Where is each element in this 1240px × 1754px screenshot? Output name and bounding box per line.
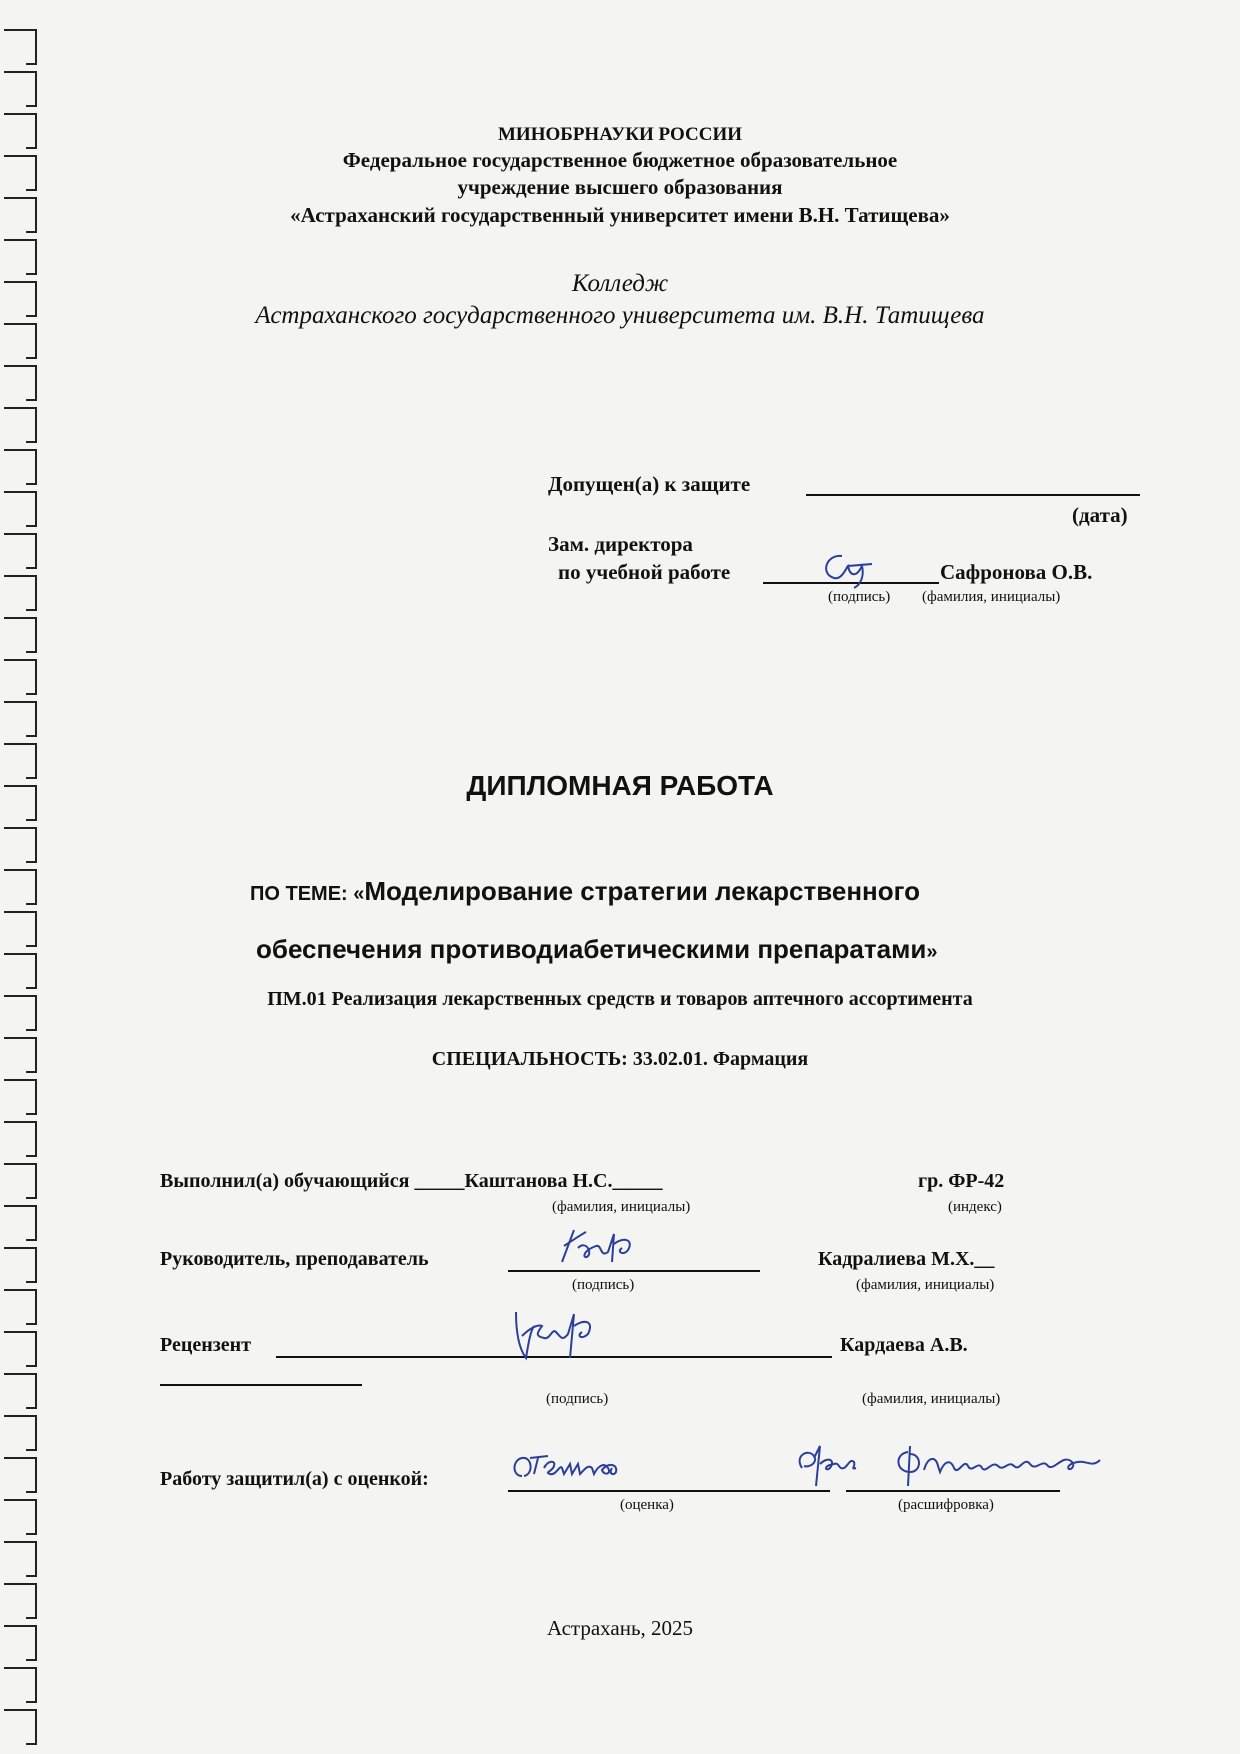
binding-hole [4,534,36,568]
topic-line-2 [256,934,937,965]
binding-hole [4,1248,36,1282]
reviewer-name-caption: (фамилия, инициалы) [862,1391,1001,1407]
binding-holes [0,0,60,1754]
binding-hole [4,1164,36,1198]
binding-hole [4,1542,36,1576]
binding-hole [4,492,36,526]
grade-handwritten [508,1446,668,1488]
grade-caption: (оценка) [620,1497,674,1513]
institution-type: Федеральное государственное бюджетное образовательное [342,148,898,172]
deputy-label: Зам. директора [548,532,693,556]
binding-hole [4,408,36,442]
student-name: Каштанова Н.С. [464,1170,613,1192]
binding-hole [4,660,36,694]
binding-hole [4,1122,36,1156]
grade-line [508,1490,830,1492]
specialty: СПЕЦИАЛЬНОСТЬ: 33.02.01. Фармация [431,1048,809,1070]
topic-title-part1: Моделирование стратегии лекарственного [364,876,920,906]
student-label: Выполнил(а) обучающийся _____Каштанова Н.С._____ [160,1170,663,1192]
group-caption: (индекс) [948,1199,1002,1215]
reviewer-signature-caption: (подпись) [546,1391,609,1407]
supervisor-signature-caption: (подпись) [572,1277,635,1293]
college-subtitle: Астраханского государственного университета им. В.Н. Татищева [255,302,985,329]
reviewer-label: Рецензент [160,1334,252,1356]
binding-hole [4,828,36,862]
binding-hole [4,576,36,610]
binding-hole [4,1416,36,1450]
professional-module: ПМ.01 Реализация лекарственных средств и товаров аптечного ассортимента [267,988,973,1010]
binding-hole [4,366,36,400]
binding-hole [4,1290,36,1324]
supervisor-label: Руководитель, преподаватель [160,1248,429,1270]
supervisor-name: Кадралиева М.Х.__ [818,1248,995,1270]
reviewer-name: Кардаева А.В. [840,1334,968,1356]
supervisor-signature-line [508,1270,760,1272]
binding-hole [4,1374,36,1408]
reviewer-signature [508,1306,618,1366]
binding-hole [4,1710,36,1744]
deputy-name-caption: (фамилия, инициалы) [922,589,1061,605]
defense-label: Работу защитил(а) с оценкой: [160,1468,429,1490]
supervisor-signature [552,1224,662,1270]
binding-hole [4,72,36,106]
ministry-name: МИНОБРНАУКИ РОССИИ [497,124,743,145]
binding-hole [4,1080,36,1114]
university-name: «Астраханский государственный университет имени В.Н. Татищева» [290,203,950,227]
binding-hole [4,870,36,904]
academic-label: по учебной работе [558,560,731,584]
city-year: Астрахань, 2025 [546,1616,694,1640]
decoding-caption: (расшифровка) [898,1497,994,1513]
college-title: Колледж [571,270,669,297]
topic-prefix: ПО ТЕМЕ: « [250,883,365,905]
binding-hole [4,1668,36,1702]
binding-hole [4,912,36,946]
binding-hole [4,240,36,274]
defense-signature [790,1438,880,1494]
topic-title-part2: обеспечения противодиабетическими препаратами [256,934,927,964]
binding-hole [4,1584,36,1618]
binding-hole [4,702,36,736]
binding-hole [4,30,36,64]
date-caption: (дата) [1072,503,1128,527]
student-blank-after: _____ [612,1170,663,1192]
institution-level: учреждение высшего образования [457,175,783,199]
deputy-signature-caption: (подпись) [828,589,891,605]
binding-hole [4,954,36,988]
deputy-signature [812,548,882,590]
document-type: ДИПЛОМНАЯ РАБОТА [466,770,774,801]
student-blank-before: _____ [414,1170,465,1192]
student-name-caption: (фамилия, инициалы) [552,1199,691,1215]
decoding-handwritten [888,1438,1118,1494]
admitted-date-line [806,494,1140,496]
binding-hole [4,450,36,484]
binding-hole [4,1206,36,1240]
student-group: гр. ФР-42 [918,1170,1005,1192]
reviewer-extra-line [160,1384,362,1386]
binding-hole [4,618,36,652]
supervisor-name-caption: (фамилия, инициалы) [856,1277,995,1293]
topic-line-1 [250,876,920,907]
admitted-label: Допущен(а) к защите [548,472,751,496]
binding-hole [4,1332,36,1366]
deputy-name: Сафронова О.В. [940,560,1093,584]
binding-hole [4,1500,36,1534]
binding-hole [4,1458,36,1492]
topic-suffix: » [926,941,938,963]
